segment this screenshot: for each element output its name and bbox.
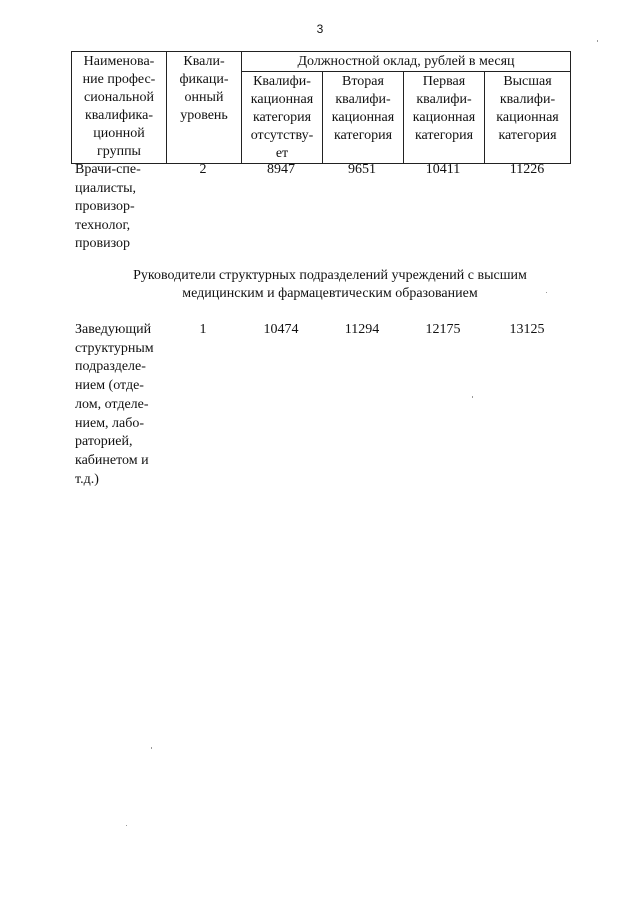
scan-speck xyxy=(597,40,598,42)
header-category-first: Первая квалифи- кационная категория xyxy=(404,72,485,164)
header-group-name: Наименова- ние профес- сиональной квалифика- ционной группы xyxy=(72,52,167,164)
scan-speck xyxy=(151,747,152,749)
row-value-none: 8947 xyxy=(267,162,295,177)
row-value-highest: 13125 xyxy=(509,322,545,337)
table-row xyxy=(71,161,570,251)
row-value-none: 10474 xyxy=(263,322,299,337)
row-value-second: 9651 xyxy=(348,162,376,177)
row-level: 2 xyxy=(199,162,207,177)
row-name: Заведующий структурным подразделе- нием (отде- лом, отделе- нием, лабо- раторией, кабинетом и т.д.) xyxy=(75,322,154,487)
header-salary-group: Должностной оклад, рублей в месяц xyxy=(242,52,571,72)
section-title xyxy=(60,267,600,303)
salary-table-header xyxy=(71,51,571,164)
row-value-first: 10411 xyxy=(425,162,461,177)
scan-speck xyxy=(546,292,547,293)
row-value-first: 12175 xyxy=(425,322,461,337)
header-category-none: Квалифи- кационная категория отсутству- ет xyxy=(242,72,323,164)
scan-speck xyxy=(126,825,127,826)
table-row xyxy=(71,321,570,491)
page-number: 3 xyxy=(316,22,324,36)
row-name: Врачи-спе- циалисты, провизор- технолог, провизор xyxy=(75,162,141,251)
scan-speck xyxy=(472,396,473,398)
row-value-highest: 11226 xyxy=(509,162,545,177)
row-value-second: 11294 xyxy=(344,322,380,337)
section-title-line1: Руководители структурных подразделений учреждений с высшим xyxy=(133,268,527,283)
section-title-line2: медицинским и фармацевтическим образованием xyxy=(182,286,478,301)
row-level: 1 xyxy=(199,322,207,337)
header-category-second: Вторая квалифи- кационная категория xyxy=(323,72,404,164)
header-category-highest: Высшая квалифи- кационная категория xyxy=(485,72,571,164)
header-qualification-level: Квали- фикаци- онный уровень xyxy=(167,52,242,164)
